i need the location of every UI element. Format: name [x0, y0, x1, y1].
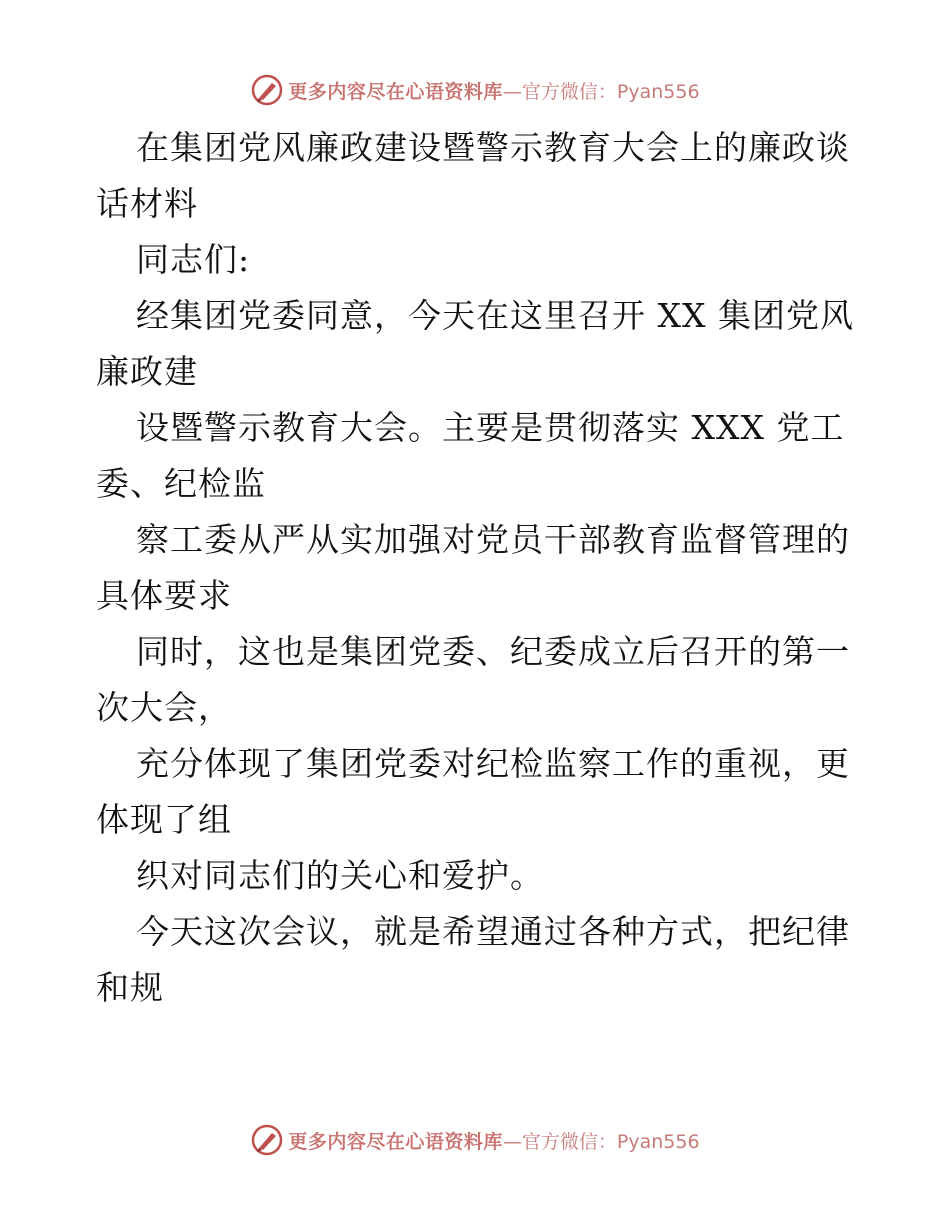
- text-line: 具体要求: [96, 576, 232, 615]
- header-watermark: [0, 70, 950, 110]
- watermark-wechat: —官方微信：Pyan556: [502, 80, 700, 103]
- watermark-wechat: —官方微信：Pyan556: [502, 1130, 700, 1153]
- text-line: 织对同志们的关心和爱护。: [136, 856, 544, 895]
- text-line: 次大会，: [96, 688, 232, 727]
- pen-logo-icon: [250, 73, 284, 107]
- text-line: 和规: [96, 968, 164, 1007]
- text-line: 今天这次会议，就是希望通过各种方式，把纪律: [136, 912, 850, 951]
- footer-watermark: [0, 1120, 950, 1160]
- text-line: 察工委从严从实加强对党员干部教育监督管理的: [136, 520, 850, 559]
- text-line: 同时，这也是集团党委、纪委成立后召开的第一: [136, 632, 850, 671]
- salutation: 同志们:: [136, 240, 251, 279]
- watermark-site-name: 更多内容尽在心语资料库: [288, 1130, 503, 1153]
- watermark-site-name: 更多内容尽在心语资料库: [288, 80, 503, 103]
- document-body: [96, 120, 866, 1016]
- title-line-2: 话材料: [96, 184, 198, 223]
- text-line: 充分体现了集团党委对纪检监察工作的重视，更: [136, 744, 850, 783]
- text-line: 廉政建: [96, 352, 198, 391]
- title-line-1: 在集团党风廉政建设暨警示教育大会上的廉政谈: [136, 128, 850, 167]
- text-line: 设暨警示教育大会。主要是贯彻落实 XXX 党工: [136, 408, 845, 447]
- pen-logo-icon: [250, 1123, 284, 1157]
- text-line: 委、纪检监: [96, 464, 266, 503]
- text-line: 体现了组: [96, 800, 232, 839]
- text-line: 经集团党委同意，今天在这里召开 XX 集团党风: [136, 296, 854, 335]
